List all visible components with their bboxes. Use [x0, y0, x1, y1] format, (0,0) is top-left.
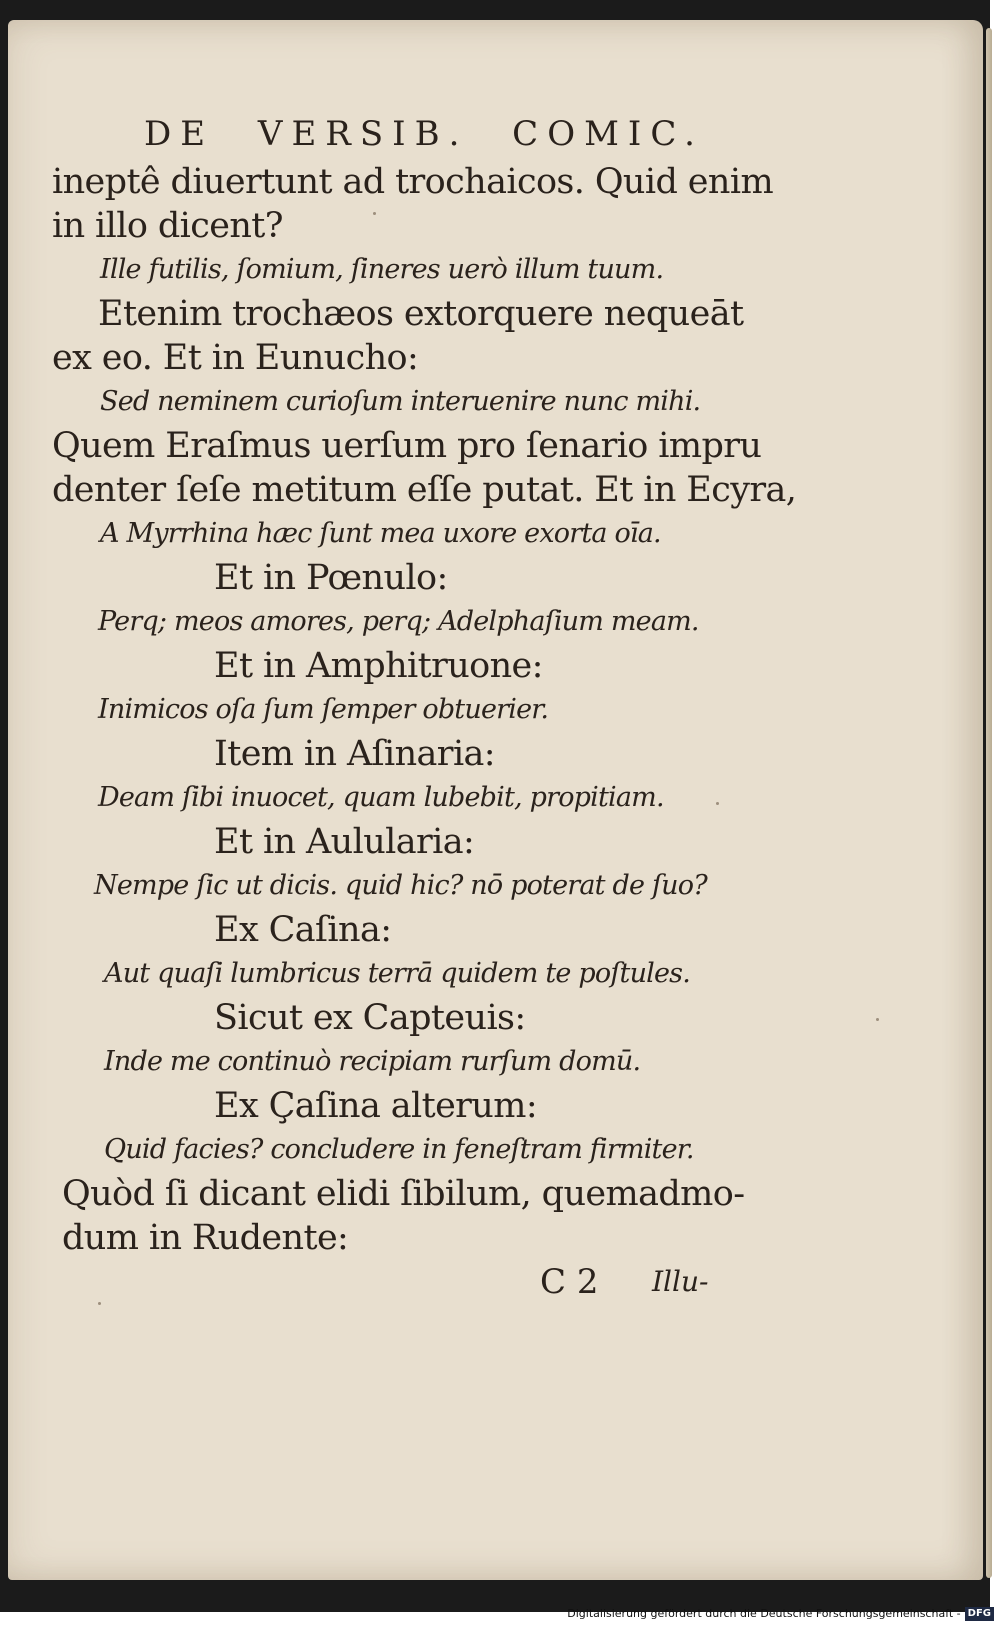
source-heading: Et in Pœnulo:	[214, 558, 448, 598]
dfg-logo-icon: DFG	[965, 1607, 994, 1621]
text-line: ineptê diuertunt ad trochaicos. Quid enim	[52, 162, 774, 202]
text-line: Quòd ſi dicant elidi ſibilum, quemadmo-	[62, 1174, 745, 1214]
verse-line: Inimicos oſa ſum ſemper obtuerier.	[98, 694, 549, 725]
running-head: DE VERSIB. COMIC.	[144, 114, 704, 154]
page-edge	[986, 28, 992, 1578]
verse-line: A Myrrhina hæc ſunt mea uxore exorta oīa.	[100, 518, 661, 549]
paper-speck	[876, 1018, 879, 1021]
page-text	[52, 108, 797, 1304]
catchword: Illu-	[652, 1265, 709, 1298]
source-heading: Ex Caſina:	[214, 910, 392, 950]
text-line: in illo dicent?	[52, 206, 283, 246]
verse-line: Nempe ſic ut dicis. quid hic? nō poterat de ſuo?	[94, 870, 707, 901]
verse-line: Inde me continuò recipiam rurſum domū.	[104, 1046, 641, 1077]
text-line: ex eo. Et in Eunucho:	[52, 338, 419, 378]
source-heading: Ex Çaſina alterum:	[214, 1086, 538, 1126]
page-footer	[52, 1260, 752, 1304]
digitization-credit	[567, 1604, 994, 1624]
source-heading: Et in Aulularia:	[214, 822, 475, 862]
text-line: denter ſeſe metitum eſſe putat. Et in Ecyra,	[52, 470, 797, 510]
source-heading: Sicut ex Capteuis:	[214, 998, 526, 1038]
source-heading: Item in Aſinaria:	[214, 734, 495, 774]
verse-line: Quid facies? concludere in feneſtram firmiter.	[104, 1134, 694, 1165]
text-line: dum in Rudente:	[62, 1218, 349, 1258]
source-heading: Et in Amphitruone:	[214, 646, 543, 686]
verse-line: Deam ſibi inuocet, quam lubebit, propitiam.	[98, 782, 664, 813]
signature-mark: C 2	[540, 1262, 599, 1302]
text-line: Etenim trochæos extorquere nequeāt	[98, 294, 744, 334]
verse-line: Aut quaſi lumbricus terrā quidem te poſtules.	[104, 958, 691, 989]
credit-text: Digitalisierung gefördert durch die Deutsche Forschungsgemeinschaft -	[567, 1607, 961, 1620]
verse-line: Ille futilis, ſomium, ſineres uerò illum tuum.	[100, 254, 664, 285]
text-line: Quem Eraſmus uerſum pro ſenario impru	[52, 426, 762, 466]
verse-line: Perq; meos amores, perq; Adelphaſium meam.	[98, 606, 699, 637]
verse-line: Sed neminem curioſum interuenire nunc mihi.	[100, 386, 701, 417]
